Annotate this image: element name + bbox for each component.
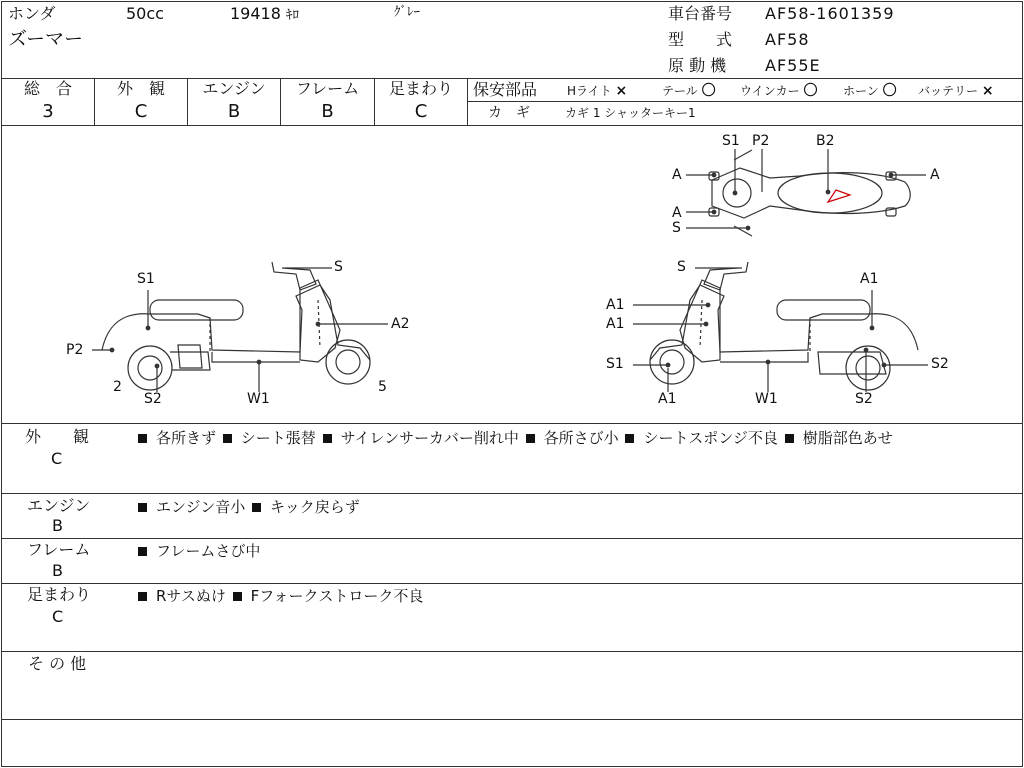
label-left-2: 2 — [113, 379, 122, 395]
label-top-p2: P2 — [752, 133, 770, 149]
remark-item: フレームさび中 — [156, 542, 261, 560]
remark-item: 樹脂部色あせ — [802, 429, 893, 447]
remark-item: 各所きず — [156, 429, 217, 447]
label-right-s2-bottom: S2 — [855, 391, 873, 407]
safety-headlight-mark: × — [615, 83, 628, 99]
label-left-w1: W1 — [247, 391, 270, 407]
damage-dot — [733, 191, 737, 195]
safety-battery-mark: × — [981, 83, 994, 99]
remark-item: エンジン音小 — [156, 498, 246, 516]
scooter-rear-wheel — [128, 346, 172, 390]
safety-winker-name: ウインカー — [740, 84, 800, 98]
scooter-rear-hub — [138, 356, 162, 380]
label-right-a1-bottom: A1 — [658, 391, 677, 407]
safety-battery — [918, 84, 994, 98]
label-right-a1-top: A1 — [860, 271, 879, 287]
damage-dot — [766, 360, 770, 364]
remark-item: シート張替 — [240, 429, 316, 447]
remark-exterior-items — [136, 426, 1016, 450]
safety-tail-name: テール — [662, 84, 698, 98]
label-top-a-rear: A — [930, 167, 940, 183]
chassis-label: 車台番号 — [668, 4, 733, 23]
grade-total-value: 3 — [42, 101, 54, 122]
divider — [467, 78, 468, 125]
color-value: ｸﾞﾚｰ — [394, 5, 420, 20]
divider — [2, 651, 1022, 652]
label-left-s: S — [334, 259, 343, 275]
divider — [2, 423, 1022, 424]
scooter-seat — [150, 300, 243, 320]
damage-dot — [870, 326, 874, 330]
bullet-icon — [625, 434, 634, 443]
label-right-s: S — [677, 259, 686, 275]
grade-suspension-label: 足まわり — [388, 79, 453, 98]
top-red-mark — [828, 190, 850, 202]
remark-engine-items — [136, 495, 360, 519]
damage-dot — [826, 190, 830, 194]
safety-label: 保安部品 — [473, 80, 538, 99]
divider — [468, 101, 1022, 102]
damage-dot — [666, 363, 670, 367]
grade-frame-label: フレーム — [295, 79, 360, 98]
label-top-a-front-upper: A — [672, 167, 682, 183]
bullet-icon — [526, 434, 535, 443]
mileage — [230, 6, 299, 22]
scooter-handlebar — [704, 262, 748, 290]
scooter-right-view — [633, 259, 928, 392]
grade-engine-value: B — [227, 101, 241, 122]
scooter-front-hub — [660, 350, 684, 374]
chassis-value: AF58-1601359 — [765, 4, 895, 23]
grade-frame-value: B — [321, 101, 334, 122]
damage-dot — [257, 360, 261, 364]
scooter-handlebar — [272, 262, 316, 290]
label-top-b2: B2 — [816, 133, 835, 149]
label-right-s2-side: S2 — [931, 356, 949, 372]
safety-horn-name: ホーン — [843, 84, 879, 98]
damage-dot — [704, 322, 708, 326]
scooter-top-view — [686, 149, 926, 236]
damage-dot — [882, 363, 886, 367]
bullet-icon — [252, 503, 261, 512]
remark-item: Fフォークストローク不良 — [250, 587, 424, 605]
grade-engine-label: エンジン — [202, 79, 266, 98]
scooter-seat — [777, 300, 870, 320]
damage-dot — [712, 210, 716, 214]
remark-exterior-grade: C — [51, 449, 63, 468]
grade-exterior-label: 外 観 — [116, 79, 165, 98]
displacement: 50cc — [126, 4, 164, 23]
engine-value: AF55E — [765, 56, 821, 75]
label-top-s: S — [672, 220, 681, 236]
label-left-s1: S1 — [137, 271, 155, 287]
damage-dot — [155, 364, 159, 368]
label-right-a1-upper: A1 — [606, 297, 625, 313]
type-value: AF58 — [765, 30, 810, 49]
top-body-outline — [712, 168, 910, 218]
divider — [2, 493, 1022, 494]
label-right-w1: W1 — [755, 391, 778, 407]
damage-dot — [864, 348, 868, 352]
remark-suspension-items — [136, 584, 423, 608]
damage-dot — [110, 348, 114, 352]
scooter-floor — [212, 352, 300, 362]
damage-dot — [706, 303, 710, 307]
label-top-s1: S1 — [722, 133, 740, 149]
remark-suspension-grade: C — [52, 607, 64, 626]
remark-suspension-category: 足まわり — [27, 585, 92, 604]
remark-frame-items — [136, 539, 260, 563]
scooter-rear-box — [178, 345, 202, 368]
model-name: ズーマー — [8, 28, 84, 50]
safety-winker-mark: 〇 — [803, 83, 818, 99]
label-left-a2: A2 — [391, 316, 410, 332]
grade-total-label: 総 合 — [23, 79, 72, 98]
type-label: 型 式 — [668, 30, 733, 49]
remark-frame-grade: B — [52, 561, 63, 580]
label-left-p2: P2 — [66, 342, 84, 358]
bullet-icon — [323, 434, 332, 443]
damage-dot — [316, 322, 320, 326]
damage-dot — [746, 226, 750, 230]
bullet-icon — [138, 434, 147, 443]
mileage-unit: ｷﾛ — [286, 8, 299, 23]
grade-suspension-value: C — [414, 101, 428, 122]
mileage-value: 19418 — [230, 4, 281, 23]
label-left-s2: S2 — [144, 391, 162, 407]
safety-headlight — [567, 84, 627, 98]
remark-item: キック戻らず — [270, 498, 360, 516]
maker-name: ホンダ — [8, 4, 56, 23]
bullet-icon — [785, 434, 794, 443]
divider — [2, 719, 1022, 720]
label-right-a1-mid: A1 — [606, 316, 625, 332]
safety-horn — [843, 84, 897, 98]
grade-exterior-value: C — [134, 101, 148, 122]
safety-headlight-name: Hライト — [567, 84, 612, 98]
engine-label: 原 動 機 — [668, 56, 727, 75]
label-top-a-front-lower: A — [672, 205, 682, 221]
damage-dot — [146, 326, 150, 330]
safety-winker — [740, 84, 817, 98]
label-right-s1: S1 — [606, 356, 624, 372]
safety-tail-mark: 〇 — [701, 83, 716, 99]
bullet-icon — [138, 547, 147, 556]
remark-exterior-category: 外 観 — [25, 427, 90, 446]
label-left-5: 5 — [378, 379, 387, 395]
scooter-muffler — [818, 352, 886, 374]
remark-item: サイレンサーカバー削れ中 — [340, 429, 519, 447]
key-label: カ ギ — [488, 105, 530, 121]
bullet-icon — [138, 592, 147, 601]
remark-engine-grade: B — [52, 516, 63, 535]
scooter-front-hub — [336, 350, 360, 374]
scooter-floor — [720, 352, 808, 362]
key-value: カギ 1 シャッターキー1 — [565, 106, 696, 120]
bullet-icon — [138, 503, 147, 512]
scooter-rear-hub — [856, 356, 880, 380]
damage-dot — [889, 173, 893, 177]
remark-engine-category: エンジン — [27, 496, 91, 515]
scooter-muffler — [170, 352, 210, 370]
remark-frame-category: フレーム — [27, 540, 91, 559]
bullet-icon — [233, 592, 242, 601]
remark-item: 各所さび小 — [543, 429, 619, 447]
remark-other-category: そ の 他 — [28, 654, 87, 673]
safety-battery-name: バッテリー — [918, 84, 979, 98]
bullet-icon — [223, 434, 232, 443]
remark-item: シートスポンジ不良 — [643, 429, 778, 447]
safety-tail — [662, 84, 716, 98]
remark-item: Rサスぬけ — [156, 587, 226, 605]
safety-horn-mark: 〇 — [882, 83, 897, 99]
damage-dot — [712, 173, 716, 177]
